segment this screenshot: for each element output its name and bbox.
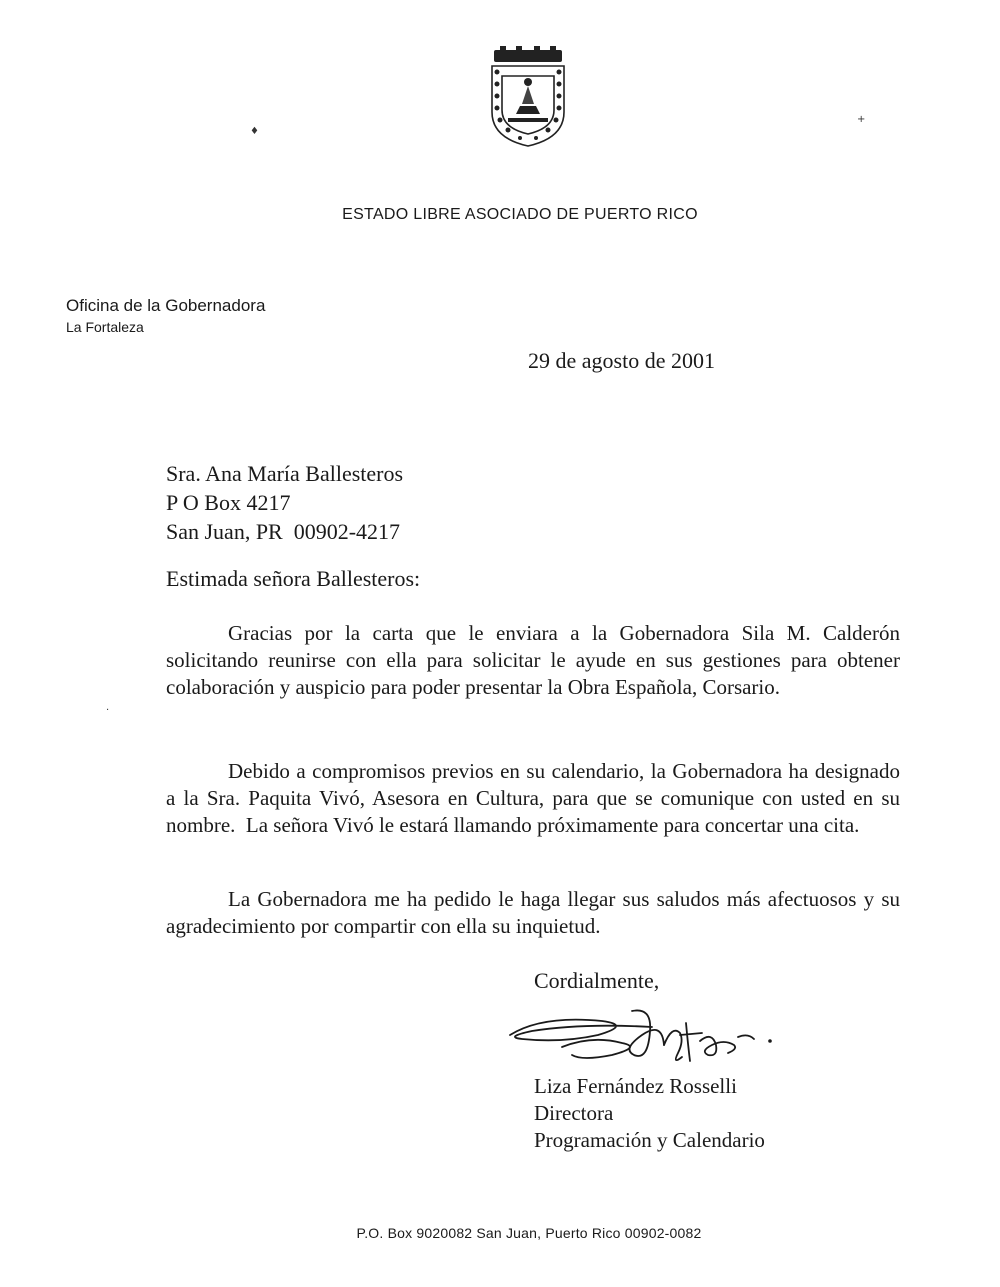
footer-address: P.O. Box 9020082 San Juan, Puerto Rico 00902-0082 <box>356 1225 702 1241</box>
closing: Cordialmente, <box>534 968 660 993</box>
office-name: Oficina de la Gobernadora <box>66 296 266 315</box>
body-paragraph-1: Gracias por la carta que le enviara a la Gobernadora Sila M. Calderón solicitando reunirse con ella para solicitar le ayude en sus gestiones para obtener colaboración y auspicio para poder presentar la Obra Española, Corsario. <box>166 621 900 699</box>
state-name: ESTADO LIBRE ASOCIADO DE PUERTO RICO <box>342 206 698 223</box>
office-location: La Fortaleza <box>66 319 144 335</box>
scan-speck: + <box>857 114 866 125</box>
scan-speck: · <box>106 705 110 716</box>
recipient-name: Sra. Ana María Ballesteros <box>166 461 404 486</box>
letter-date: 29 de agosto de 2001 <box>528 348 715 373</box>
body-paragraph-3: La Gobernadora me ha pedido le haga llegar sus saludos más afectuosos y su agradecimiento por compartir con ella su inquietud. <box>166 887 900 938</box>
signer-name: Liza Fernández Rosselli <box>534 1074 737 1098</box>
recipient-address-block <box>166 459 403 546</box>
signer-department: Programación y Calendario <box>534 1128 765 1152</box>
recipient-address-line2: San Juan, PR 00902-4217 <box>166 519 401 544</box>
recipient-address-line1: P O Box 4217 <box>166 490 291 515</box>
coat-of-arms-icon <box>478 46 578 150</box>
handwritten-signature-icon <box>502 1005 784 1077</box>
signer-block <box>534 1073 765 1154</box>
salutation: Estimada señora Ballesteros: <box>166 566 421 591</box>
body-paragraph-2: Debido a compromisos previos en su calendario, la Gobernadora ha designado a la Sra. Paquita Vivó, Asesora en Cultura, para que se comunique con usted en su nombre. La señora Vivó le estará llamando próximamente para concertar una cita. <box>166 759 906 837</box>
signer-title: Directora <box>534 1101 614 1125</box>
scan-speck: ♦ <box>250 126 259 137</box>
